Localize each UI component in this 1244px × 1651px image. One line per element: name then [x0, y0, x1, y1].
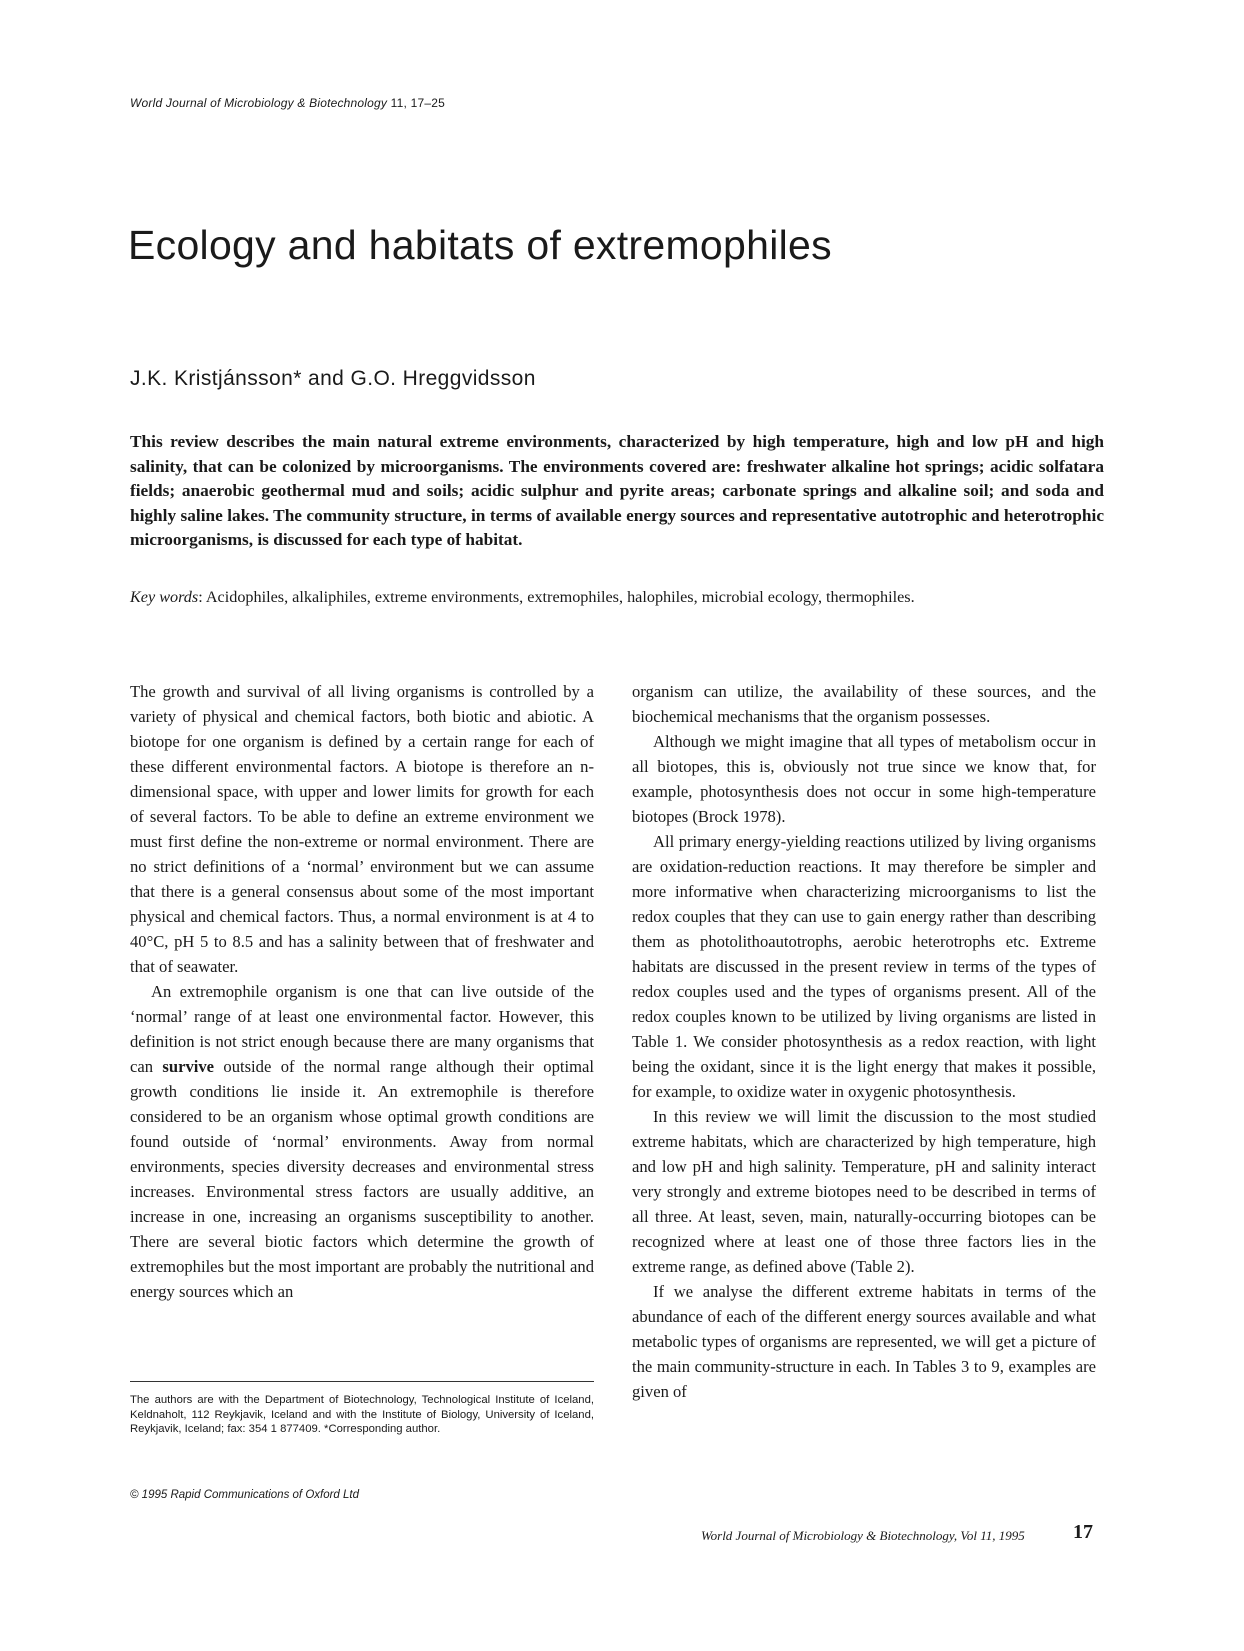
- copyright-notice: © 1995 Rapid Communications of Oxford Ltd: [130, 1489, 360, 1501]
- keywords: [130, 586, 1110, 608]
- body-paragraph: The growth and survival of all living organisms is controlled by a variety of physical and chemical factors, both biotic and abiotic. A biotope for one organism is defined by a certain range for each of these different environmental factors. A biotope is therefore an n-dimensional space, with upper and lower limits for growth for each of several factors. To be able to define an extreme environment we must first define the non-extreme or normal environment. There are no strict definitions of a ‘normal’ environment but we can assume that there is a general consensus about some of the most important physical and chemical factors. Thus, a normal environment is at 4 to 40°C, pH 5 to 8.5 and has a salinity between that of freshwater and that of seawater.: [130, 682, 594, 976]
- page-number: 17: [1073, 1521, 1093, 1543]
- journal-volume: 11: [390, 96, 404, 110]
- author-list: J.K. Kristjánsson* and G.O. Hreggvidsson: [130, 367, 536, 390]
- keywords-label: Key words: [130, 588, 199, 606]
- body-paragraph: Although we might imagine that all types of metabolism occur in all biotopes, this is, obviously not true since we know that, for example, photosynthesis does not occur in some high-temperature biotopes (Brock 1978).: [632, 732, 1096, 826]
- body-paragraph: organism can utilize, the availability of these sources, and the biochemical mechanisms that the organism possesses.: [632, 682, 1096, 726]
- body-column-left: [130, 683, 594, 1304]
- running-header: [130, 96, 445, 110]
- body-paragraph: All primary energy-yielding reactions utilized by living organisms are oxidation-reduction reactions. It may therefore be simpler and more informative when characterizing microorganisms to list the redox couples that they can use to gain energy rather than describing them as photolithoautotrophs, aerobic heterotrophs etc. Extreme habitats are discussed in the present review in terms of the types of redox couples used and the types of organisms present. All of the redox couples known to be utilized by living organisms are listed in Table 1. We consider photosynthesis as a redox reaction, with light being the oxidant, since it is the light energy that makes it possible, for example, to oxidize water in oxygenic photosynthesis.: [632, 832, 1096, 1101]
- journal-pages: , 17–25: [403, 96, 445, 110]
- body-text: An extremophile organism is one that can live outside of the ‘normal’ range of at least one environmental factor. However, this definition is not strict enough because there are many organisms that can: [130, 982, 594, 1076]
- body-paragraph: [130, 979, 594, 1304]
- body-text: outside of the normal range although their optimal growth conditions lie inside it. An extremophile is therefore considered to be an organism whose optimal growth conditions are found outside of ‘normal’ environments. Away from normal environments, species diversity decreases and environmental stress increases. Environmental stress factors are usually additive, an increase in one, increasing an organisms susceptibility to another. There are several biotic factors which determine the growth of extremophiles but the most important are probably the nutritional and energy sources which an: [130, 1057, 594, 1301]
- body-paragraph: In this review we will limit the discussion to the most studied extreme habitats, which are characterized by high temperature, high and low pH and high salinity. Temperature, pH and salinity interact very strongly and extreme biotopes need to be described in terms of all three. At least, seven, main, naturally-occurring biotopes can be recognized where at least one of those three factors lies in the extreme range, as defined above (Table 2).: [632, 1107, 1096, 1276]
- footnote-divider: [130, 1381, 594, 1382]
- body-paragraph: If we analyse the different extreme habitats in terms of the abundance of each of the different energy sources available and what metabolic types of organisms are represented, we will get a picture of the main community-structure in each. In Tables 3 to 9, examples are given of: [632, 1282, 1096, 1401]
- author-affiliation: The authors are with the Department of Biotechnology, Technological Institute of Iceland, Keldnaholt, 112 Reykjavik, Iceland and with the Institute of Biology, University of Iceland, Reykjavik, Iceland; fax: 354 1 877409. *Corresponding author.: [130, 1394, 594, 1436]
- article-title: Ecology and habitats of extremophiles: [128, 222, 832, 268]
- keywords-list: : Acidophiles, alkaliphiles, extreme environments, extremophiles, halophiles, microbial ecology, thermophiles.: [198, 588, 915, 606]
- footer-journal: World Journal of Microbiology & Biotechnology, Vol 11, 1995: [701, 1528, 1025, 1543]
- journal-name: World Journal of Microbiology & Biotechnology: [130, 96, 388, 110]
- body-column-right: [632, 683, 1096, 1404]
- abstract: This review describes the main natural extreme environments, characterized by high temperature, high and low pH and high salinity, that can be colonized by microorganisms. The environments covered are: freshwater alkaline hot springs; acidic solfatara fields; anaerobic geothermal mud and soils; acidic sulphur and pyrite areas; carbonate springs and alkaline soil; and soda and highly saline lakes. The community structure, in terms of available energy sources and representative autotrophic and heterotrophic microorganisms, is discussed for each type of habitat.: [130, 432, 1104, 550]
- emphasis-survive: survive: [162, 1057, 215, 1076]
